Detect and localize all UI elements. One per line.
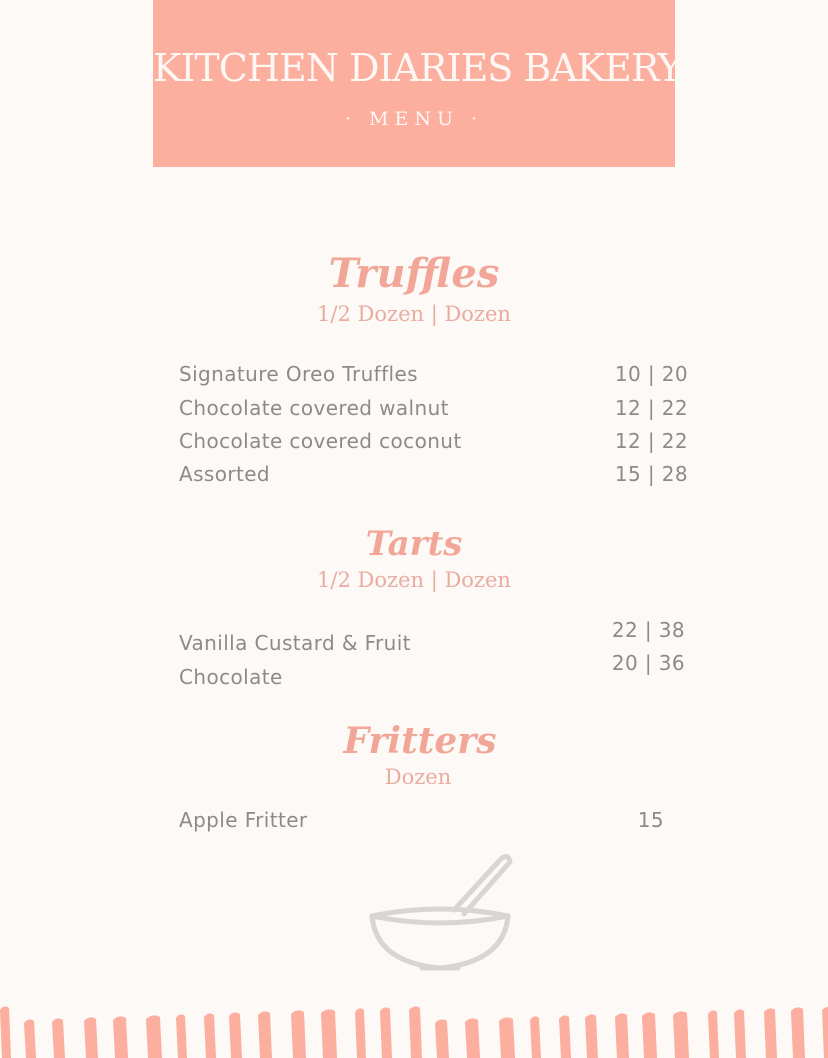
menu-item-name: Vanilla Custard & Fruit: [179, 631, 411, 655]
section-subtitle-tarts: 1/2 Dozen | Dozen: [317, 568, 511, 592]
brush-stroke: [734, 1009, 746, 1058]
bakery-name: KITCHEN DIARIES BAKERY: [153, 46, 682, 90]
section-subtitle-fritters: Dozen: [384, 765, 452, 789]
brush-stroke: [673, 1011, 689, 1058]
brush-stroke: [355, 1008, 366, 1058]
brush-stroke: [764, 1008, 777, 1058]
brush-stroke: [585, 1014, 598, 1058]
menu-item-name: Assorted: [179, 462, 271, 486]
section-title-truffles: Truffles: [328, 250, 500, 297]
brush-stroke: [530, 1016, 541, 1058]
menu-label: · MENU ·: [344, 108, 484, 130]
brush-stroke: [291, 1010, 306, 1058]
menu-item-price: 10 | 20: [614, 362, 688, 386]
brush-stroke: [113, 1016, 128, 1058]
section-title-tarts: Tarts: [365, 524, 463, 564]
brush-stroke: [708, 1010, 719, 1058]
menu-item-name: Signature Oreo Truffles: [179, 362, 419, 386]
brush-stroke: [822, 1006, 828, 1058]
brush-stroke: [409, 1006, 422, 1058]
menu-item-name: Apple Fritter: [179, 808, 308, 832]
section-subtitle-truffles: 1/2 Dozen | Dozen: [317, 302, 511, 326]
brush-stroke: [465, 1018, 480, 1058]
brush-stroke: [435, 1019, 449, 1058]
menu-item-price: 22 | 38: [611, 618, 685, 642]
section-title-fritters: Fritters: [343, 720, 497, 762]
brush-stroke: [24, 1019, 36, 1058]
brush-stroke: [176, 1014, 187, 1058]
brush-stroke: [0, 1006, 11, 1058]
header-banner: [153, 0, 682, 167]
brush-stroke: [52, 1018, 65, 1058]
menu-item-name: Chocolate: [179, 665, 283, 689]
brush-stroke: [642, 1012, 657, 1058]
brush-stroke: [84, 1017, 98, 1058]
brush-stroke: [499, 1017, 515, 1058]
decorative-stripes: [0, 1000, 828, 1058]
menu-item-price: 20 | 36: [611, 651, 685, 675]
brush-stroke: [559, 1015, 571, 1058]
brush-stroke: [380, 1007, 392, 1058]
mixing-bowl-icon: [360, 850, 520, 980]
menu-item-name: Chocolate covered walnut: [179, 396, 449, 420]
menu-item-price: 12 | 22: [614, 429, 688, 453]
menu-item-price: 12 | 22: [614, 396, 688, 420]
menu-item-price: 15 | 28: [614, 462, 688, 486]
brush-stroke: [321, 1009, 337, 1058]
brush-stroke: [791, 1007, 805, 1058]
brush-stroke: [204, 1013, 216, 1058]
menu-item-name: Chocolate covered coconut: [179, 429, 462, 453]
brush-stroke: [258, 1011, 272, 1058]
brush-stroke: [146, 1015, 162, 1058]
menu-item-price: 15: [637, 808, 664, 832]
brush-stroke: [229, 1012, 242, 1058]
brush-stroke: [615, 1013, 629, 1058]
